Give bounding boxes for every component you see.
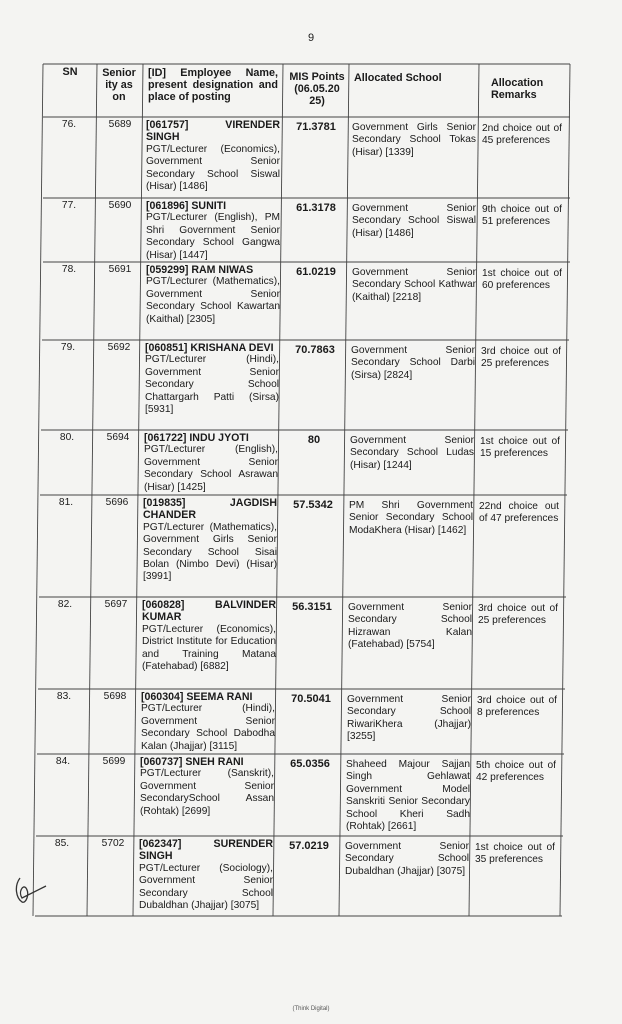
cell-school: Government Girls Senior Secondary School Tokas (Hisar) [1339] [352,122,476,158]
cell-employee [146,119,280,193]
cell-points: 70.7863 [295,344,335,356]
cell-remarks: 3rd choice out of 25 preferences [478,603,558,627]
cell-points: 61.3178 [296,202,336,214]
cell-points: 65.0356 [290,758,330,770]
employee-name: [019835] JAGDISH CHANDER [143,497,277,522]
cell-remarks: 1st choice out of 15 preferences [480,436,560,460]
employee-name: [060851] KRISHANA DEVI [145,342,274,354]
cell-remarks: 3rd choice out of 8 preferences [477,695,557,719]
cell-sn: 77. [61,200,77,211]
employee-designation: PGT/Lecturer (Economics), Government Senior Secondary School Siswal (Hisar) [1486] [146,143,280,193]
cell-school: PM Shri Government Senior Secondary School ModaKhera (Hisar) [1462] [349,500,473,536]
header-remarks: Allocation Remarks [491,77,544,101]
employee-name: [061722] INDU JYOTI [144,432,249,444]
employee-designation: PGT/Lecturer (Sanskrit), Government Senior SecondarySchool Assan (Rohtak) [2699] [140,768,274,817]
cell-sn: 82. [57,599,73,610]
cell-points: 71.3781 [296,121,336,133]
cell-sn: 84. [55,756,71,767]
header-sn: SN [62,66,78,78]
header-school: Allocated School [354,72,442,84]
cell-school: Government Senior Secondary School Siswal (Hisar) [1486] [352,203,476,239]
signature [12,872,52,912]
cell-remarks: 9th choice out of 51 preferences [482,204,562,228]
cell-sn: 79. [60,342,76,353]
employee-name: [060737] SNEH RANI [140,756,244,768]
cell-seniority: 5699 [102,756,126,767]
cell-school: Government Senior Secondary School Hizrawan Kalan (Fatehabad) [5754] [348,602,472,651]
employee-designation: PGT/Lecturer (Hindi), Government Senior Secondary School Dabodha Kalan (Jhajjar) [3115] [141,703,275,752]
employee-name: [062347] SURENDER SINGH [139,838,273,863]
cell-remarks: 3rd choice out of 25 preferences [481,346,561,370]
cell-employee [146,200,280,262]
employee-designation: PGT/Lecturer (Mathematics), Government Girls Senior Secondary School Sisai Bolan (Nimbo Devi) (Hisar) [3991] [143,521,277,583]
cell-points: 80 [307,434,321,446]
cell-seniority: 5696 [105,497,129,508]
cell-sn: 80. [59,432,75,443]
employee-designation: PGT/Lecturer (English), Government Senior Secondary School Asrawan (Hisar) [1425] [144,444,278,493]
header-points: MIS Points (06.05.20 25) [289,71,345,107]
cell-sn: 78. [61,264,77,275]
cell-school: Government Senior Secondary School Kathwar (Kaithal) [2218] [352,267,476,303]
cell-seniority: 5692 [107,342,131,353]
cell-sn: 85. [54,838,70,849]
cell-employee [143,497,277,584]
cell-remarks: 2nd choice out of 45 preferences [482,123,562,147]
cell-school: Government Senior Secondary School Darbi (Sirsa) [2824] [351,345,475,381]
cell-employee [139,838,273,912]
page-number: 9 [307,32,315,44]
cell-school: Government Senior Secondary School Ludas (Hisar) [1244] [350,435,474,471]
header-seniority: Senior ity as on [102,67,136,103]
header-employee: [ID] Employee Name, present designation and place of posting [148,67,278,103]
employee-designation: PGT/Lecturer (Sociology), Government Senior Secondary School Dubaldhan (Jhajjar) [3075] [139,862,273,912]
cell-employee [142,599,276,673]
cell-school: Government Senior Secondary School RiwariKhera (Jhajjar) [3255] [347,694,471,743]
cell-points: 61.0219 [296,266,336,278]
cell-seniority: 5697 [104,599,128,610]
employee-designation: PGT/Lecturer (Economics), District Institute for Education and Training Matana (Fatehabad) [6882] [142,623,276,673]
employee-designation: PGT/Lecturer (Hindi), Government Senior Secondary School Chattargarh Patti (Sirsa) [5931] [145,354,279,416]
cell-sn: 76. [61,119,77,130]
cell-employee [146,264,280,326]
cell-points: 57.0219 [289,840,329,852]
cell-employee [145,342,279,416]
cell-seniority: 5690 [108,200,132,211]
cell-employee [144,432,278,494]
cell-remarks: 1st choice out of 35 preferences [475,842,555,866]
cell-seniority: 5698 [103,691,127,702]
employee-name: [060304] SEEMA RANI [141,691,253,703]
cell-seniority: 5691 [108,264,132,275]
cell-employee [141,691,275,753]
cell-seniority: 5694 [106,432,130,443]
cell-points: 56.3151 [292,601,332,613]
employee-name: [061896] SUNITI [146,200,227,212]
cell-seniority: 5702 [101,838,125,849]
cell-remarks: 5th choice out of 42 preferences [476,760,556,784]
employee-name: [060828] BALVINDER KUMAR [142,599,276,624]
cell-sn: 81. [58,497,74,508]
footer-text: (Think Digital) [292,1006,330,1012]
cell-remarks: 22nd choice out of 47 preferences [479,501,559,525]
employee-designation: PGT/Lecturer (English), PM Shri Government Senior Secondary School Gangwa (Hisar) [1447] [146,212,280,261]
cell-remarks: 1st choice out of 60 preferences [482,268,562,292]
cell-school: Shaheed Majour Sajjan Singh Gehlawat Government Model Sanskriti Senior Secondary School Kheri Sadh (Rohtak) [2661] [346,759,470,833]
employee-designation: PGT/Lecturer (Mathematics), Government Senior Secondary School Kawartan (Kaithal) [2305] [146,276,280,325]
cell-seniority: 5689 [108,119,132,130]
cell-sn: 83. [56,691,72,702]
employee-name: [061757] VIRENDER SINGH [146,119,280,144]
employee-name: [059299] RAM NIWAS [146,264,254,276]
cell-school: Government Senior Secondary School Dubaldhan (Jhajjar) [3075] [345,841,469,877]
cell-employee [140,756,274,818]
cell-points: 70.5041 [291,693,331,705]
cell-points: 57.5342 [293,499,333,511]
